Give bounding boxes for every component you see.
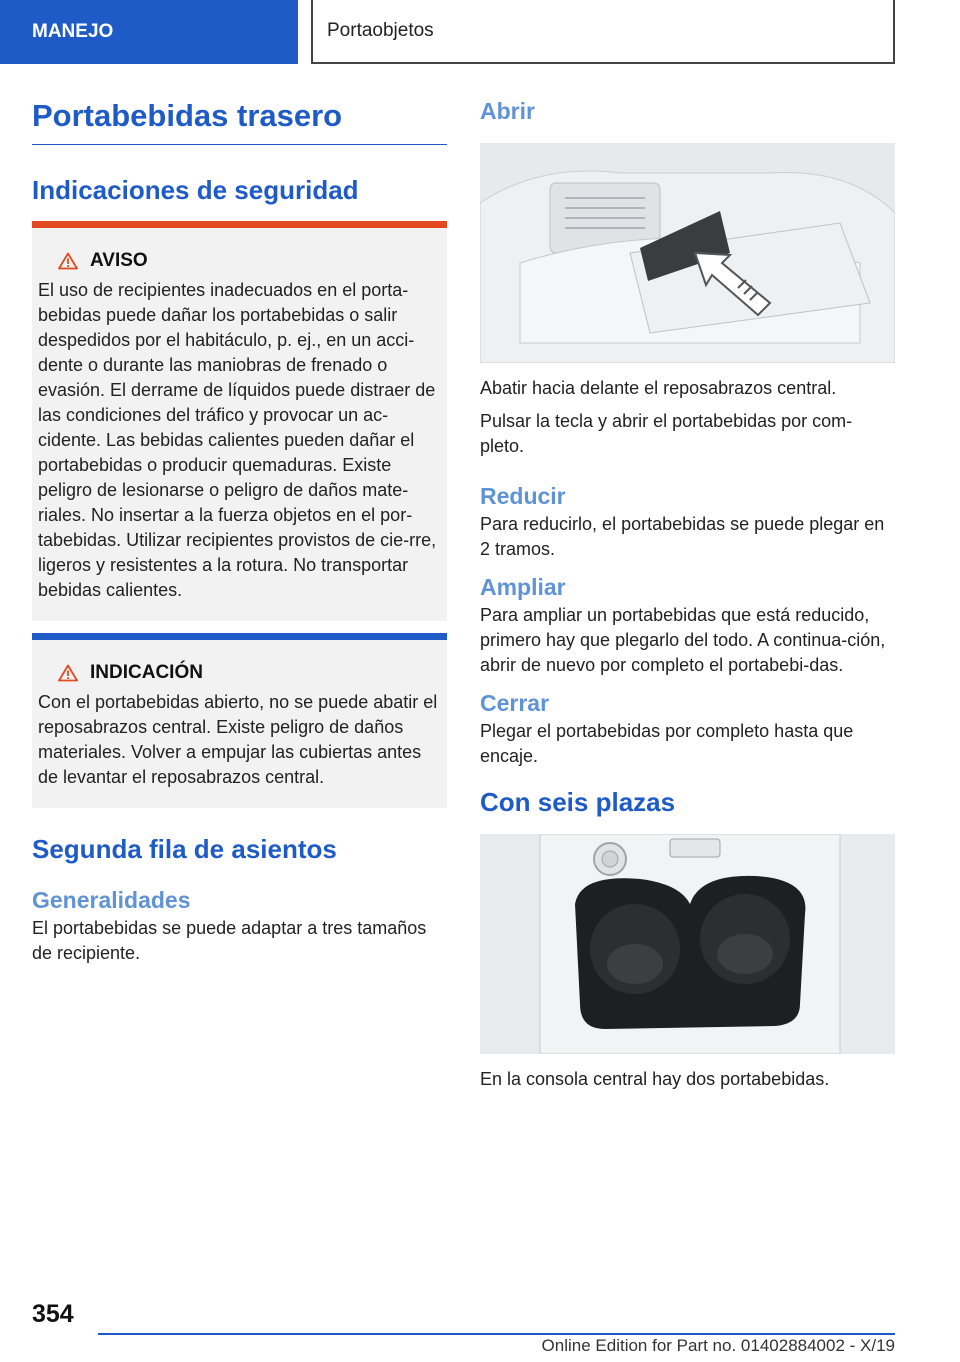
section-breadcrumb	[311, 0, 895, 64]
edition-text: Online Edition for Part no. 01402884002 - X/19	[541, 1336, 895, 1355]
section-label: Portaobjetos	[327, 20, 434, 41]
general-text: El portabebidas se puede adaptar a tres tamaños de recipiente.	[32, 918, 427, 963]
footer-divider	[98, 1333, 895, 1335]
warning-triangle-icon	[58, 252, 78, 270]
notice-triangle-icon	[58, 664, 78, 682]
warning-box	[32, 221, 447, 621]
reduce-heading: Reducir	[480, 483, 566, 509]
close-heading: Cerrar	[480, 690, 550, 716]
open-text-2: Pulsar la tecla y abrir el portabebidas por com-pleto.	[480, 411, 853, 456]
notice-text: Con el portabebidas abierto, no se puede abatir el reposabrazos central. Existe peligro de daños materiales. Volver a empujar las cubiertas antes de levantar el reposabrazos central.	[38, 692, 438, 787]
second-row-heading: Segunda fila de asientos	[32, 834, 337, 864]
warning-text: El uso de recipientes inadecuados en el porta-bebidas puede dañar los portabebidas o salir despedidos por el habitáculo, p. ej., en un acci-dente o durante las maniobras de frenado o evasión. El derrame de líquidos puede distraer de las condiciones del tráfico y provocar un ac-cidente. Las bebidas calientes pueden dañar el portabebidas o producir quemaduras. Existe peligro de lesionarse o peligro de daños mate-riales. No insertar a la fuerza objetos en el por-tabebidas. Utilizar recipientes provistos de cie-rre, ligeros y resistentes a la rotura. No transportar bebidas calientes.	[38, 280, 437, 600]
page-number: 354	[32, 1300, 74, 1328]
notice-box	[32, 633, 447, 808]
expand-heading: Ampliar	[480, 574, 566, 600]
six-seats-heading: Con seis plazas	[480, 787, 676, 817]
close-text: Plegar el portabebidas por completo hasta que encaje.	[480, 721, 854, 766]
six-seats-text: En la consola central hay dos portabebidas.	[480, 1069, 830, 1089]
warning-label: AVISO	[90, 250, 148, 271]
cupholder-figure	[480, 834, 895, 1054]
armrest-illustration	[480, 143, 895, 363]
open-text-1: Abatir hacia delante el reposabrazos central.	[480, 378, 837, 398]
reduce-text: Para reducirlo, el portabebidas se puede plegar en 2 tramos.	[480, 514, 885, 559]
chapter-label: MANEJO	[32, 21, 114, 42]
left-column	[32, 98, 447, 966]
open-heading: Abrir	[480, 98, 535, 124]
notice-label: INDICACIÓN	[90, 662, 203, 683]
chapter-tab	[0, 0, 298, 64]
armrest-figure	[480, 143, 895, 363]
expand-text: Para ampliar un portabebidas que está reducido, primero hay que plegarlo del todo. A continua-ción, abrir de nuevo por completo el portabebi-das.	[480, 605, 886, 675]
page-title: Portabebidas trasero	[32, 98, 447, 145]
safety-heading: Indicaciones de seguridad	[32, 175, 359, 205]
right-column	[480, 98, 895, 1092]
cupholder-illustration	[480, 834, 895, 1054]
general-heading: Generalidades	[32, 887, 191, 913]
